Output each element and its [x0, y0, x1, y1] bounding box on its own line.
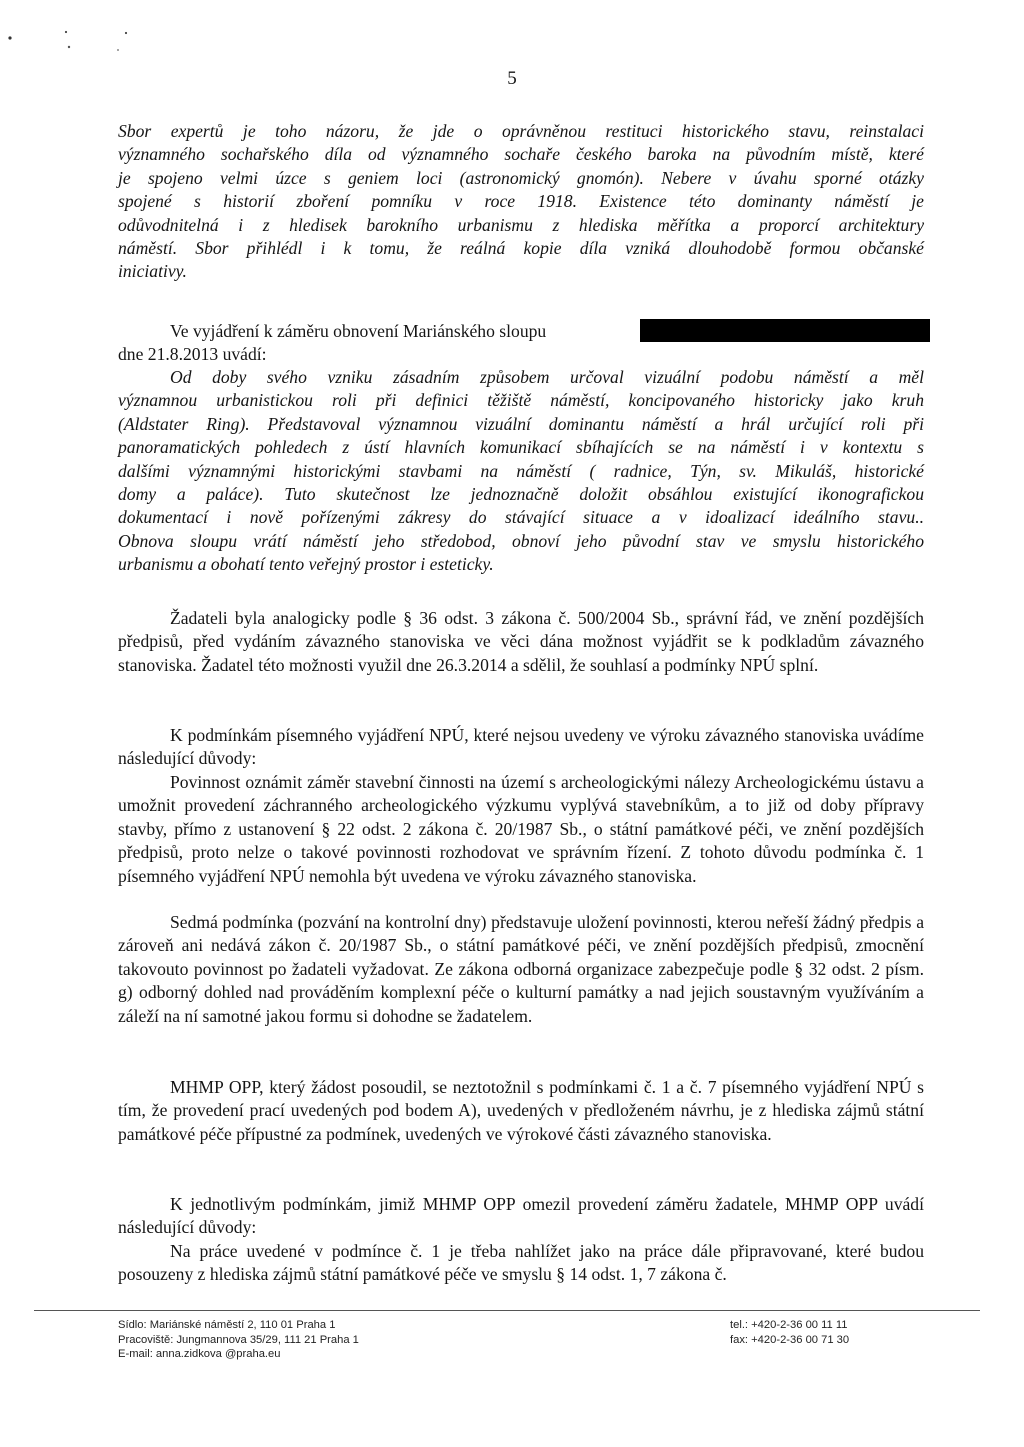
- individual-conditions-intro: K jednotlivým podmínkám, jimiž MHMP OPP omezil provedení záměru žadatele, MHMP OPP uvádí následující důvody:: [118, 1194, 924, 1238]
- seventh-condition-paragraph: Sedmá podmínka (pozvání na kontrolní dny) představuje uložení povinnosti, kterou neřeší žádný předpis a zároveň ani nedává zákon č. 20/1987 Sb., o státní památkové péči, ve znění pozdějších předpisů, zmocnění takovouto povinnost po žadateli vyžadovat. Ze zákona odborná organizace zabezpečuje podle § 32 odst. 2 písm. g) odborný dohled nad prováděním komplexní péče o kulturní památky a nad jejich soustavným využíváním a záleží na ní samotné jakou formu si dohodne se žadatelem.: [118, 912, 924, 1026]
- expert-line: odůvodnitelná i z hledisek barokního urbanismu z hlediska měřítka a proporcí architektury: [118, 214, 924, 235]
- statement-date-line: dne 21.8.2013 uvádí:: [118, 344, 267, 365]
- scan-specks-mark: [0, 0, 140, 70]
- footer-divider: [34, 1310, 980, 1311]
- quoted-statement: [118, 366, 924, 577]
- footer-email: E-mail: anna.zidkova @praha.eu: [118, 1348, 281, 1360]
- redaction-bar: [640, 319, 930, 342]
- footer-seat: Sídlo: Mariánské náměstí 2, 110 01 Praha 1: [118, 1319, 336, 1331]
- condition-one-paragraph: Na práce uvedené v podmínce č. 1 je třeba nahlížet jako na práce dále připravované, které budou posouzeny z hlediska zájmů státní památkové péče ve smyslu § 14 odst. 1, 7 zákona č.: [118, 1241, 924, 1285]
- footer-fax: fax: +420-2-36 00 71 30: [730, 1333, 850, 1346]
- quote-line: významnou urbanistickou roli při definici těžiště náměstí, koncipovaného historicky jako kruh: [118, 390, 924, 411]
- duty-paragraph: Povinnost oznámit záměr stavební činnosti na území s archeologickými nálezy Archeologickému ústavu a umožnit provedení záchranného archeologického výzkumu vyplývá stavebníkům, a to již od doby přípravy stavby, přímo z ustanovení § 22 odst. 2 zákona č. 20/1987 Sb., o státní památkové péči, ve znění pozdějších předpisů, proto nelze o takové povinnosti rozhodovat ve správním řízení. Z tohoto důvodu podmínka č. 1 písemného vyjádření NPÚ nemohla být uvedena ve výroku závazného stanoviska.: [118, 772, 924, 886]
- page-number: 5: [507, 68, 517, 89]
- quote-line: Od doby svého vzniku zásadním způsobem určoval vizuální podobu náměstí a měl: [170, 367, 924, 387]
- expert-last-line: iniciativy.: [118, 261, 187, 282]
- quote-line: panoramatických pohledech z ústí hlavních komunikací sbíhajících se na náměstí i v kontextu s: [118, 437, 924, 458]
- footer-tel: tel.: +420-2-36 00 11 11: [730, 1319, 848, 1331]
- expert-line: spojené s historií zboření pomníku v roce 1918. Existence této dominanty náměstí je: [118, 191, 924, 212]
- mhmp-paragraph: MHMP OPP, který žádost posoudil, se neztotožnil s podmínkami č. 1 a č. 7 písemného vyjádření NPÚ s tím, že provedení prací uvedených pod bodem A), uvedených v předloženém návrhu, je z hlediska zájmů státní památkové péče přípustné za podmínek, uvedených ve výrokové části závazného stanoviska.: [118, 1077, 924, 1144]
- conditions-intro: K podmínkám písemného vyjádření NPÚ, které nejsou uvedeny ve výroku závazného stanoviska uvádíme následující důvody:: [118, 725, 924, 769]
- quote-line: Obnova sloupu vrátí náměstí jeho středobod, obnoví jeho původní stav ve smyslu historického: [118, 530, 924, 551]
- footer-address: [118, 1318, 359, 1362]
- expert-line: náměstí. Sbor přihlédl i k tomu, že reálná kopie díla vzniká dlouhodobě formou občanské: [118, 238, 924, 259]
- quote-line: dokumentací i nově pořízenými zákresy do stávající situace a v idoalizací ideálního stavu..: [118, 507, 924, 528]
- quote-line: dalšími významnými historickými stavbami na náměstí ( radnice, Týn, sv. Mikuláš, historické: [118, 460, 924, 481]
- applicant-paragraph: Žadateli byla analogicky podle § 36 odst. 3 zákona č. 500/2004 Sb., správní řád, ve znění pozdějších předpisů, před vydáním závazného stanoviska ve věci dána možnost vyjádřit se k podkladům závazného stanoviska. Žadatel této možnosti využil dne 26.3.2014 a sdělil, že souhlasí a podmínky NPÚ splní.: [118, 608, 924, 675]
- quote-line: (Aldstater Ring). Představoval významnou vizuální dominantu náměstí a hrál určující roli při: [118, 413, 924, 434]
- quote-last-line: urbanismu a obohatí tento veřejný prostor i esteticky.: [118, 554, 494, 575]
- expert-paragraph: [118, 120, 924, 284]
- quote-line: domy a paláce). Tuto skutečnost lze jednoznačně doložit obsáhlou existující ikonografickou: [118, 484, 924, 505]
- expert-line: Sbor expertů je toho názoru, že jde o oprávněnou restituci historického stavu, reinstalaci: [118, 121, 924, 141]
- footer-workplace: Pracoviště: Jungmannova 35/29, 111 21 Praha 1: [118, 1333, 359, 1346]
- expert-line: je spojeno velmi úzce s geniem loci (astronomický gnomón). Nebere v úvahu sporné otázky: [118, 167, 924, 188]
- expert-line: významného sochařského díla od významného sochaře českého baroka na původním místě, které: [118, 144, 924, 165]
- statement-intro-line: Ve vyjádření k záměru obnovení Mariánského sloupu: [170, 321, 547, 341]
- footer-contacts: [730, 1318, 849, 1347]
